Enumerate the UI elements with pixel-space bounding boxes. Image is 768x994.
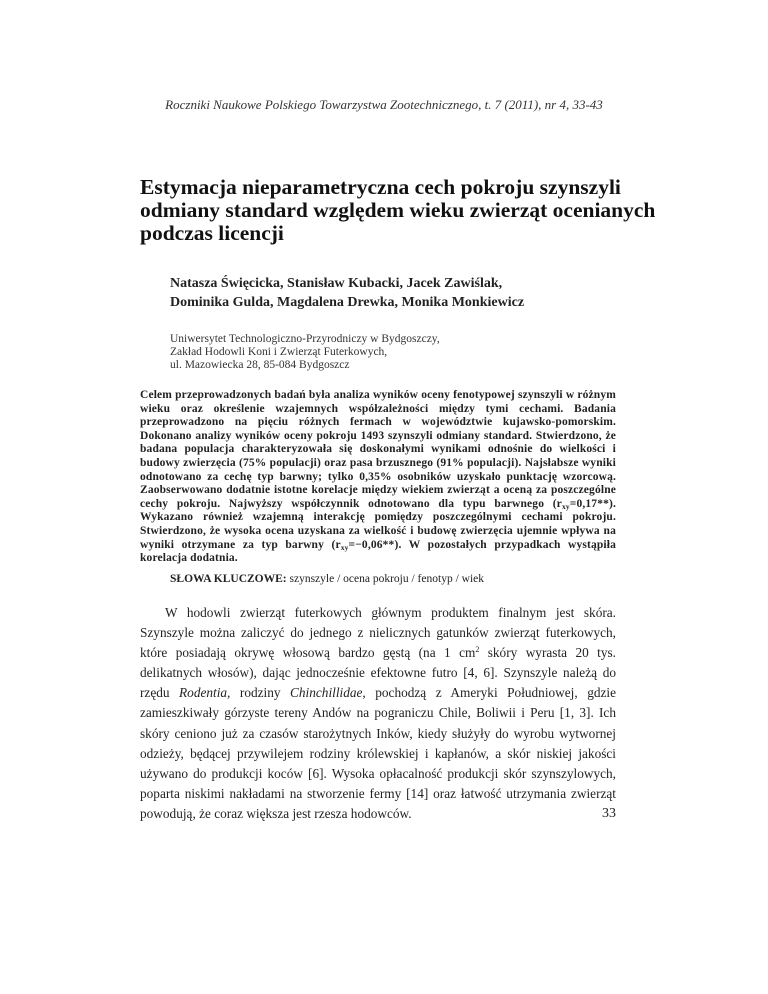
journal-header: Roczniki Naukowe Polskiego Towarzystwa Zootechnicznego, t. 7 (2011), nr 4, 33-43 <box>165 97 603 112</box>
article-title: Estymacja nieparametryczna cech pokroju szynszyli odmiany standard względem wieku zwierząt ocenianych podczas licencji <box>140 175 656 245</box>
keywords-terms: szynszyle / ocena pokroju / fenotyp / wiek <box>286 573 484 585</box>
superscript: 2 <box>475 645 480 655</box>
paragraph <box>140 603 616 824</box>
page-number: 33 <box>602 806 616 821</box>
abstract <box>140 389 616 566</box>
text-run: skóry wyrasta 20 tys. delikatnych włosów), dając jednocześnie efektowne futro [4, 6]. Szynszyle należą do rzędu <box>140 645 616 701</box>
keywords <box>170 573 610 585</box>
text-run: rodziny <box>230 685 291 701</box>
subscript: xy <box>561 501 570 511</box>
text-run: W hodowli zwierząt futerkowych głównym produktem finalnym jest skóra. Szynszyle można zaliczyć do jednego z nielicznych gatunków zwierząt futerkowych, które posiadają okrywę włosową bardzo gęstą (na 1 cm <box>140 605 616 661</box>
affiliation <box>170 333 640 372</box>
author-line: Natasza Święcicka, Stanisław Kubacki, Jacek Zawiślak, <box>170 276 503 291</box>
subscript: xy <box>340 542 349 552</box>
author-list <box>170 274 640 312</box>
abstract-text: =−0,06**). W pozostałych przypadkach wystąpiła korelacja dodatnia. <box>140 538 616 565</box>
affiliation-line: ul. Mazowiecka 28, 85-084 Bydgoszcz <box>170 359 350 371</box>
italic-term: Rodentia, <box>179 685 231 701</box>
abstract-text: Celem przeprowadzonych badań była analiza wyników oceny fenotypowej szynszyli w różnym wieku oraz określenie wzajemnych współzależności między tymi cechami. Badania przeprowadzono na pięciu różnych fermach w województwie kujawsko-pomorskim. Dokonano analizy wyników oceny pokroju 1493 szynszyli odmiany standard. Stwierdzono, że badana populacja charakteryzowała się doskonałymi wynikami odnośnie do wielkości i budowy zwierzęcia (75% populacji) oraz pasa brzusznego (91% populacji). Najsłabsze wyniki odnotowano za cechę typ barwny; tylko 0,35% osobników uzyskało punktację wzorcową. Zaobserwowano dodatnie istotne korelacje między wiekiem zwierząt a oceną za poszczególne cechy pokroju. Najwyższy współczynnik odnotowano dla typu barwnego (r <box>140 389 616 510</box>
italic-term: Chinchillidae <box>290 685 363 701</box>
text-run: , pochodzą z Ameryki Południowej, gdzie zamieszkiwały górzyste tereny Andów na pograniczu Chile, Boliwii i Peru [1, 3]. Ich skóry ceniono już za czasów starożytnych Inków, kiedy służyły do wyrobu wytwornej odzieży, będącej przywilejem rodziny królewskiej i kapłanów, a skór niskiej jakości używano do produkcji koców [6]. Wysoka opłacalność produkcji skór szynszylowych, poparta niskimi nakładami na stworzenie fermy [14] oraz łatwość utrzymania zwierząt powodują, że coraz większa jest rzesza hodowców. <box>140 685 617 821</box>
author-line: Dominika Gulda, Magdalena Drewka, Monika Monkiewicz <box>170 295 525 310</box>
affiliation-line: Uniwersytet Technologiczno-Przyrodniczy w Bydgoszczy, <box>170 333 440 345</box>
keywords-label: SŁOWA KLUCZOWE: <box>170 573 287 585</box>
affiliation-line: Zakład Hodowli Koni i Zwierząt Futerkowych, <box>170 346 388 358</box>
body-text <box>140 603 616 824</box>
abstract-text: =0,17**). Wykazano również wzajemną interakcję pomiędzy poszczególnymi cechami pokroju. Stwierdzono, że wysoka ocena uzyskana za wielkość i budowę zwierzęcia ujemnie wpływa na wyniki otrzymane za typ barwny (r <box>140 497 616 551</box>
